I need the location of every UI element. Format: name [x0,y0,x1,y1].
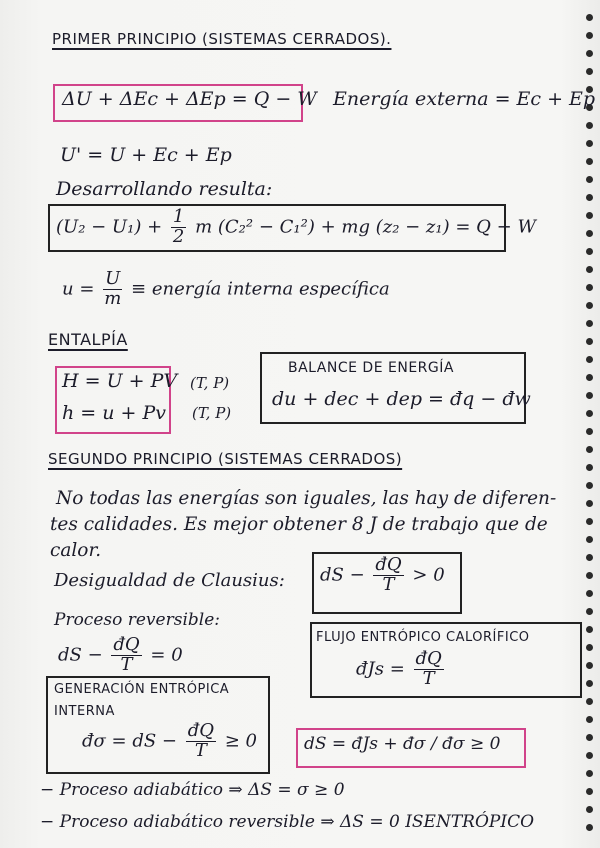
fraction-dQ-over-T [186,722,216,761]
binding-hole [586,626,593,633]
binding-hole [586,410,593,417]
eq-primer-principio: ΔU + ΔEc + ΔEp = Q − W [62,88,317,110]
paragraph-line-3: calor. [50,540,102,561]
binding-hole [586,320,593,327]
binding-hole [586,176,593,183]
binding-hole [586,212,593,219]
fraction-numerator: đQ [375,554,402,575]
eq-u-prime: U' = U + Ec + Ep [60,144,232,166]
title-primer-principio: PRIMER PRINCIPIO (SISTEMAS CERRADOS). [52,30,392,48]
eq-clausius-rhs: > 0 [412,564,445,586]
binding-hole [586,122,593,129]
eq-desarrollo-part1: (U₂ − U₁) + [56,216,163,238]
eq-entalpia-h: h = u + Pv [62,402,166,424]
eq-reversible-rhs: = 0 [150,644,183,666]
reversible-label: Proceso reversible: [54,610,220,630]
binding-hole [586,284,593,291]
binding-hole [586,338,593,345]
binding-hole [586,716,593,723]
eq-ds-total: dS = đJs + đσ / đσ ≥ 0 [304,734,501,754]
binding-hole [586,554,593,561]
fraction-dQ-over-T [414,650,444,689]
binding-hole [586,50,593,57]
title-entalpia: ENTALPÍA [48,330,128,349]
binding-hole [586,140,593,147]
eq-clausius-lhs: dS − [320,564,365,586]
paragraph-line-1: No todas las energías son iguales, las hay de diferen- [56,488,557,509]
binding-hole [586,266,593,273]
eq-u-lhs: u = [62,278,95,300]
fraction-denominator: T [194,739,207,761]
fraction-denominator: T [422,667,435,689]
binding-hole [586,518,593,525]
binding-hole [586,590,593,597]
binding-hole [586,32,593,39]
title-segundo-principio: SEGUNDO PRINCIPIO (SISTEMAS CERRADOS) [48,450,403,468]
binding-hole [586,392,593,399]
eq-clausius [320,556,445,595]
eq-flujo-lhs: đJs = [356,658,405,680]
eq-energia-externa: Energía externa = Ec + Ep [333,88,596,110]
fraction-numerator: U [105,268,121,289]
eq-entalpia-H: H = U + PV [62,370,178,392]
fraction-numerator: 1 [172,206,185,227]
binding-hole [586,158,593,165]
fraction-one-half [171,208,186,247]
binding-hole [586,698,593,705]
clausius-label: Desigualdad de Clausius: [54,570,285,591]
fraction-denominator: m [104,287,122,309]
binding-hole [586,68,593,75]
balance-energia-title: BALANCE DE ENERGÍA [288,360,454,376]
binding-hole [586,680,593,687]
fraction-denominator: T [382,573,395,595]
text-desarrollando: Desarrollando resulta: [56,178,273,200]
flujo-entropico-title: FLUJO ENTRÓPICO CALORÍFICO [316,630,530,645]
entalpia-h-variables: (T, P) [192,404,232,422]
eq-flujo-entropico [356,650,447,689]
eq-gen-lhs: đσ = dS − [82,730,177,752]
binding-hole [586,536,593,543]
fraction-U-over-m [103,270,122,309]
binding-hole [586,428,593,435]
fraction-numerator: đQ [113,634,140,655]
eq-reversible-lhs: dS − [58,644,103,666]
binding-hole [586,644,593,651]
binding-hole [586,356,593,363]
binding-hole [586,302,593,309]
generacion-title-line2: INTERNA [54,704,115,719]
fraction-numerator: đQ [415,648,442,669]
bullet-proceso-adiabatico-reversible: − Proceso adiabático reversible ⇒ ΔS = 0 ISENTRÓPICO [40,812,535,832]
binding-hole [586,464,593,471]
fraction-denominator: 2 [172,225,185,247]
eq-desarrollo-part2: m (C₂² − C₁²) + mg (z₂ − z₁) = Q − W [195,216,536,238]
eq-balance-energia: du + dec + dep = đq − đw [272,388,531,410]
binding-hole [586,230,593,237]
fraction-dQ-over-T [111,636,141,675]
binding-hole [586,734,593,741]
binding-hole [586,788,593,795]
bullet-proceso-adiabatico: − Proceso adiabático ⇒ ΔS = σ ≥ 0 [40,780,345,800]
binding-hole [586,194,593,201]
fraction-numerator: đQ [187,720,215,741]
binding-hole [586,14,593,21]
binding-hole [586,662,593,669]
binding-hole [586,608,593,615]
binding-hole [586,482,593,489]
generacion-title-line1: GENERACIÓN ENTRÓPICA [54,682,230,697]
fraction-denominator: T [120,653,133,675]
entalpia-H-variables: (T, P) [190,374,230,392]
eq-desarrollo [56,208,536,247]
spiral-binding [586,14,594,844]
binding-hole [586,824,593,831]
binding-hole [586,446,593,453]
paragraph-line-2: tes calidades. Es mejor obtener 8 J de trabajo que de [50,514,548,535]
eq-generacion-entropica [82,722,257,761]
binding-hole [586,752,593,759]
eq-energia-interna-especifica [62,270,390,309]
binding-hole [586,374,593,381]
eq-gen-rhs: ≥ 0 [224,730,258,752]
binding-hole [586,770,593,777]
binding-hole [586,572,593,579]
binding-hole [586,248,593,255]
binding-hole [586,806,593,813]
fraction-dQ-over-T [373,556,403,595]
binding-hole [586,500,593,507]
eq-u-rhs: ≡ energía interna específica [131,278,390,300]
eq-reversible [58,636,183,675]
